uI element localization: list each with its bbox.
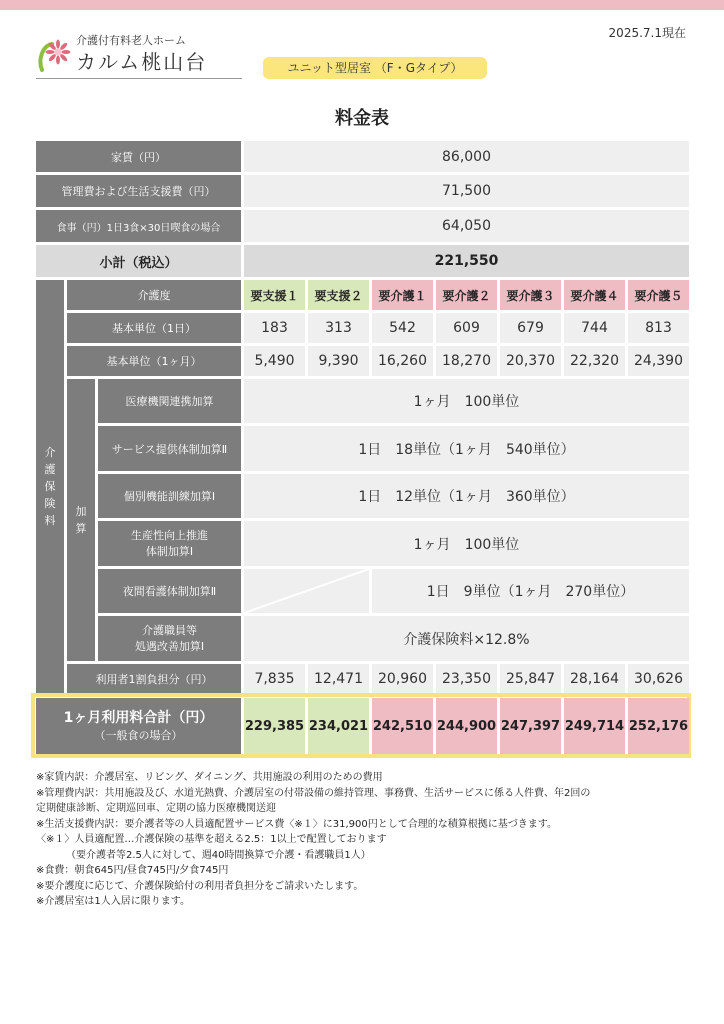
note-line: ※食費：朝食645円/昼食745円/夕食745円 — [36, 865, 229, 876]
total-value: 252,176 — [628, 698, 689, 754]
monthly-unit-label: 基本単位（1ヶ月） — [67, 346, 241, 376]
total-value: 229,385 — [244, 698, 305, 754]
daily-unit-value: 542 — [372, 313, 433, 343]
monthly-unit-value: 16,260 — [372, 346, 433, 376]
care-level-header: 要介護４ — [564, 280, 625, 310]
date-label: 2025.7.1現在 — [608, 26, 686, 40]
addon-value: 1ヶ月 100単位 — [244, 379, 689, 423]
daily-unit-value: 609 — [436, 313, 497, 343]
total-value: 234,021 — [308, 698, 369, 754]
page-title: 料金表 — [335, 108, 389, 129]
copay-value: 12,471 — [308, 664, 369, 693]
monthly-unit-value: 5,490 — [244, 346, 305, 376]
addon-label: サービス提供体制加算Ⅱ — [98, 426, 241, 471]
meal-value: 64,050 — [244, 210, 689, 242]
daily-unit-label: 基本単位（1日） — [67, 313, 241, 343]
copay-label: 利用者1割負担分（円） — [67, 664, 241, 693]
logo-underline — [36, 78, 242, 79]
note-line: ※介護居室は1人入居に限ります。 — [36, 896, 190, 907]
monthly-unit-value: 20,370 — [500, 346, 561, 376]
addon-value: 1日 9単位（1ヶ月 270単位） — [372, 569, 689, 613]
daily-unit-value: 744 — [564, 313, 625, 343]
total-value: 249,714 — [564, 698, 625, 754]
addon-label: 生産性向上推進 体制加算Ⅰ — [98, 521, 241, 566]
note-line: 定期健康診断、定期巡回車、定期の協力医療機関送迎 — [36, 803, 276, 814]
addon-label: 医療機関連携加算 — [98, 379, 241, 423]
addon-label: 夜間看護体制加算Ⅱ — [98, 569, 241, 613]
monthly-unit-value: 22,320 — [564, 346, 625, 376]
rent-label: 家賃（円） — [36, 141, 241, 172]
care-level-header: 要介護１ — [372, 280, 433, 310]
daily-unit-value: 183 — [244, 313, 305, 343]
daily-unit-value: 679 — [500, 313, 561, 343]
mgmt-value: 71,500 — [244, 175, 689, 207]
care-level-header: 要介護５ — [628, 280, 689, 310]
copay-value: 23,350 — [436, 664, 497, 693]
diagonal-line — [244, 569, 369, 613]
notes — [36, 770, 696, 910]
facility-type: 介護付有料老人ホーム — [76, 34, 186, 47]
addon-value: 介護保険料×12.8% — [244, 616, 689, 661]
top-band — [0, 0, 724, 10]
note-line: 〈※１〉人員適配置…介護保険の基準を超える2.5：1以上で配置しております — [36, 834, 387, 845]
total-value: 242,510 — [372, 698, 433, 754]
diagonal-slash-cell — [244, 569, 369, 613]
copay-value: 7,835 — [244, 664, 305, 693]
care-level-header: 要介護２ — [436, 280, 497, 310]
addon-label: 介護職員等 処遇改善加算Ⅰ — [98, 616, 241, 661]
addon-value: 1日 12単位（1ヶ月 360単位） — [244, 474, 689, 518]
addon-label: 個別機能訓練加算Ⅰ — [98, 474, 241, 518]
care-level-header: 要介護３ — [500, 280, 561, 310]
monthly-unit-value: 9,390 — [308, 346, 369, 376]
note-line: （要介護者等2.5人に対して、週40時間換算で介護・看護職員1人） — [66, 849, 371, 861]
care-level-header: 要支援２ — [308, 280, 369, 310]
daily-unit-value: 813 — [628, 313, 689, 343]
total-value: 244,900 — [436, 698, 497, 754]
note-line: ※家賃内訳：介護居室、リビング、ダイニング、共用施設の利用のための費用 — [36, 772, 383, 783]
meal-label: 食事（円）1日3食×30日喫食の場合 — [36, 210, 241, 242]
subtotal-label: 小計（税込） — [36, 245, 241, 277]
note-line: ※要介護度に応じて、介護保険給付の利用者負担分をご請求いたします。 — [36, 880, 364, 892]
copay-value: 30,626 — [628, 664, 689, 693]
note-line: ※管理費内訳：共用施設及び、水道光熱費、介護居室の付帯設備の維持管理、事務費、生活サービスに係る人件費、年2回の — [36, 787, 591, 799]
note-line: ※生活支援費内訳：要介護者等の人員適配置サービス費〈※１〉に31,900円として合理的な積算根拠に基づきます。 — [36, 818, 557, 830]
rent-value: 86,000 — [244, 141, 689, 172]
mgmt-label: 管理費および生活支援費（円） — [36, 175, 241, 207]
copay-value: 25,847 — [500, 664, 561, 693]
addon-value: 1日 18単位（1ヶ月 540単位） — [244, 426, 689, 471]
care-level-header: 要支援１ — [244, 280, 305, 310]
monthly-unit-value: 18,270 — [436, 346, 497, 376]
flower-logo-icon — [36, 34, 76, 78]
total-label: 1ヶ月利用料合計（円） （一般食の場合） — [36, 698, 241, 754]
care-insurance-side-label: 介 護 保 険 料 — [36, 280, 64, 693]
daily-unit-value: 313 — [308, 313, 369, 343]
facility-logo — [36, 30, 242, 80]
addon-value: 1ヶ月 100単位 — [244, 521, 689, 566]
monthly-unit-value: 24,390 — [628, 346, 689, 376]
copay-value: 28,164 — [564, 664, 625, 693]
care-level-label: 介護度 — [67, 280, 241, 310]
subtotal-value: 221,550 — [244, 245, 689, 277]
kasan-side-label: 加 算 — [67, 379, 95, 661]
room-type-badge: ユニット型居室 （F・Gタイプ） — [263, 57, 487, 79]
total-value: 247,397 — [500, 698, 561, 754]
facility-name: カルム桃山台 — [76, 50, 208, 74]
copay-value: 20,960 — [372, 664, 433, 693]
